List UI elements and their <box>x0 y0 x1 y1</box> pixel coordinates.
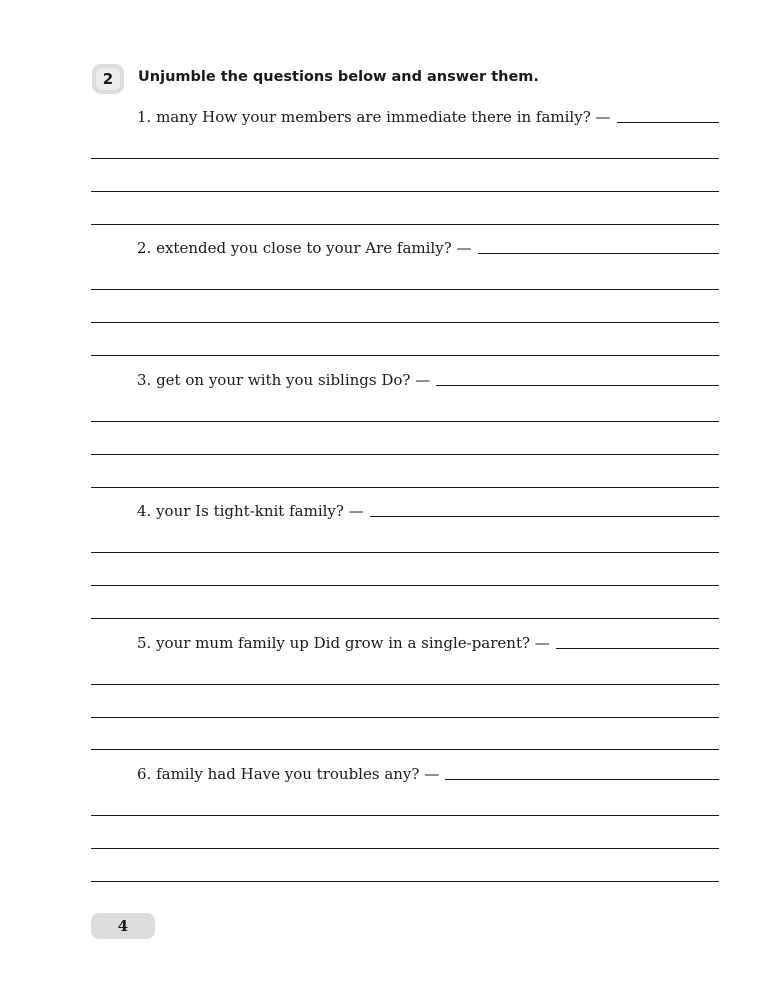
question-4 <box>137 502 719 520</box>
answer-line-3b[interactable] <box>91 454 719 455</box>
answer-line-1b[interactable] <box>91 191 719 192</box>
question-2-text: 2. extended you close to your Are family? — <box>137 239 472 257</box>
page-number: 4 <box>91 913 155 939</box>
answer-line-4a[interactable] <box>91 552 719 553</box>
question-1-blank[interactable] <box>617 122 719 123</box>
answer-line-5a[interactable] <box>91 684 719 685</box>
exercise-number: 2 <box>96 68 120 90</box>
exercise-instruction: Unjumble the questions below and answer them. <box>138 69 539 85</box>
exercise-number-badge <box>92 64 124 94</box>
question-6-blank[interactable] <box>445 779 719 780</box>
answer-line-2c[interactable] <box>91 355 719 356</box>
question-2-blank[interactable] <box>478 253 719 254</box>
question-1 <box>137 108 719 126</box>
answer-line-6a[interactable] <box>91 815 719 816</box>
answer-line-5b[interactable] <box>91 717 719 718</box>
question-3-text: 3. get on your with you siblings Do? — <box>137 371 431 389</box>
answer-line-1c[interactable] <box>91 224 719 225</box>
answer-line-4c[interactable] <box>91 618 719 619</box>
answer-line-1a[interactable] <box>91 158 719 159</box>
answer-line-3a[interactable] <box>91 421 719 422</box>
question-1-text: 1. many How your members are immediate there in family? — <box>137 108 611 126</box>
question-5-blank[interactable] <box>556 648 719 649</box>
question-6-text: 6. family had Have you troubles any? — <box>137 765 440 783</box>
question-3 <box>137 371 719 389</box>
answer-line-6c[interactable] <box>91 881 719 882</box>
question-5 <box>137 634 719 652</box>
question-4-blank[interactable] <box>370 516 719 517</box>
question-3-blank[interactable] <box>436 385 719 386</box>
answer-line-4b[interactable] <box>91 585 719 586</box>
question-4-text: 4. your Is tight-knit family? — <box>137 502 364 520</box>
answer-line-6b[interactable] <box>91 848 719 849</box>
question-6 <box>137 765 719 783</box>
question-5-text: 5. your mum family up Did grow in a single-parent? — <box>137 634 550 652</box>
question-2 <box>137 239 719 257</box>
answer-line-2a[interactable] <box>91 289 719 290</box>
answer-line-2b[interactable] <box>91 322 719 323</box>
answer-line-3c[interactable] <box>91 487 719 488</box>
answer-line-5c[interactable] <box>91 749 719 750</box>
